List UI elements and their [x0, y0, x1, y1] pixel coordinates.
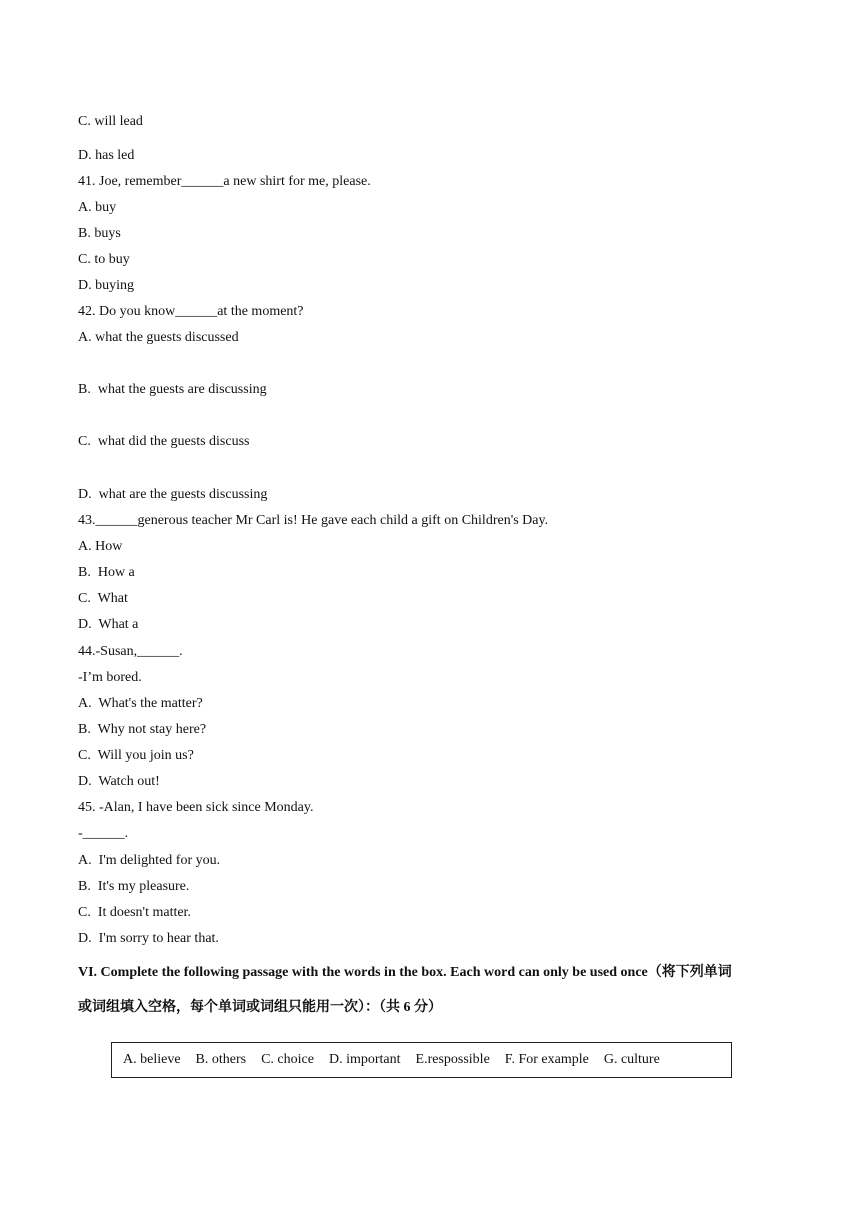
option-45c: C. It doesn't matter.	[78, 905, 191, 920]
option-43d: D. What a	[78, 617, 139, 632]
word-option-f: F. For example	[504, 1052, 589, 1067]
option-45a: A. I'm delighted for you.	[78, 853, 221, 868]
option-41a: A. buy	[78, 200, 117, 215]
question-44: 44.-Susan,______.	[78, 644, 183, 659]
option-41c: C. to buy	[78, 252, 130, 267]
option-41d: D. buying	[78, 278, 134, 293]
option-44c: C. Will you join us?	[78, 748, 194, 763]
section-heading-line1: VI. Complete the following passage with the words in the box. Each word can only be used once（将下列单词	[78, 965, 732, 980]
option-40c: C. will lead	[78, 114, 143, 129]
word-option-c: C. choice	[261, 1052, 314, 1067]
option-44d: D. Watch out!	[78, 774, 160, 789]
option-43b: B. How a	[78, 565, 135, 580]
question-43: 43.______generous teacher Mr Carl is! He gave each child a gift on Children's Day.	[78, 513, 549, 528]
word-option-a: A. believe	[123, 1052, 181, 1067]
word-option-g: G. culture	[603, 1052, 660, 1067]
option-43c: C. What	[78, 591, 128, 606]
option-40d: D. has led	[78, 148, 135, 163]
option-42c: C. what did the guests discuss	[78, 434, 250, 449]
word-option-d: D. important	[328, 1052, 401, 1067]
word-option-e: E.respossible	[415, 1052, 490, 1067]
option-43a: A. How	[78, 539, 123, 554]
question-41: 41. Joe, remember______a new shirt for me, please.	[78, 174, 371, 189]
question-45-reply: -______.	[78, 826, 129, 841]
option-44a: A. What's the matter?	[78, 696, 203, 711]
option-42d: D. what are the guests discussing	[78, 487, 268, 502]
option-42b: B. what the guests are discussing	[78, 382, 267, 397]
word-box	[111, 1042, 732, 1078]
word-option-b: B. others	[195, 1052, 247, 1067]
question-45: 45. -Alan, I have been sick since Monday.	[78, 800, 314, 815]
option-45b: B. It's my pleasure.	[78, 879, 190, 894]
option-45d: D. I'm sorry to hear that.	[78, 931, 219, 946]
option-44b: B. Why not stay here?	[78, 722, 207, 737]
question-42: 42. Do you know______at the moment?	[78, 304, 304, 319]
option-42a: A. what the guests discussed	[78, 330, 239, 345]
question-44-reply: -I’m bored.	[78, 670, 142, 685]
section-heading-line2: 或词组填入空格，每个单词或词组只能用一次）：（共 6 分）	[78, 1000, 442, 1015]
option-41b: B. buys	[78, 226, 121, 241]
